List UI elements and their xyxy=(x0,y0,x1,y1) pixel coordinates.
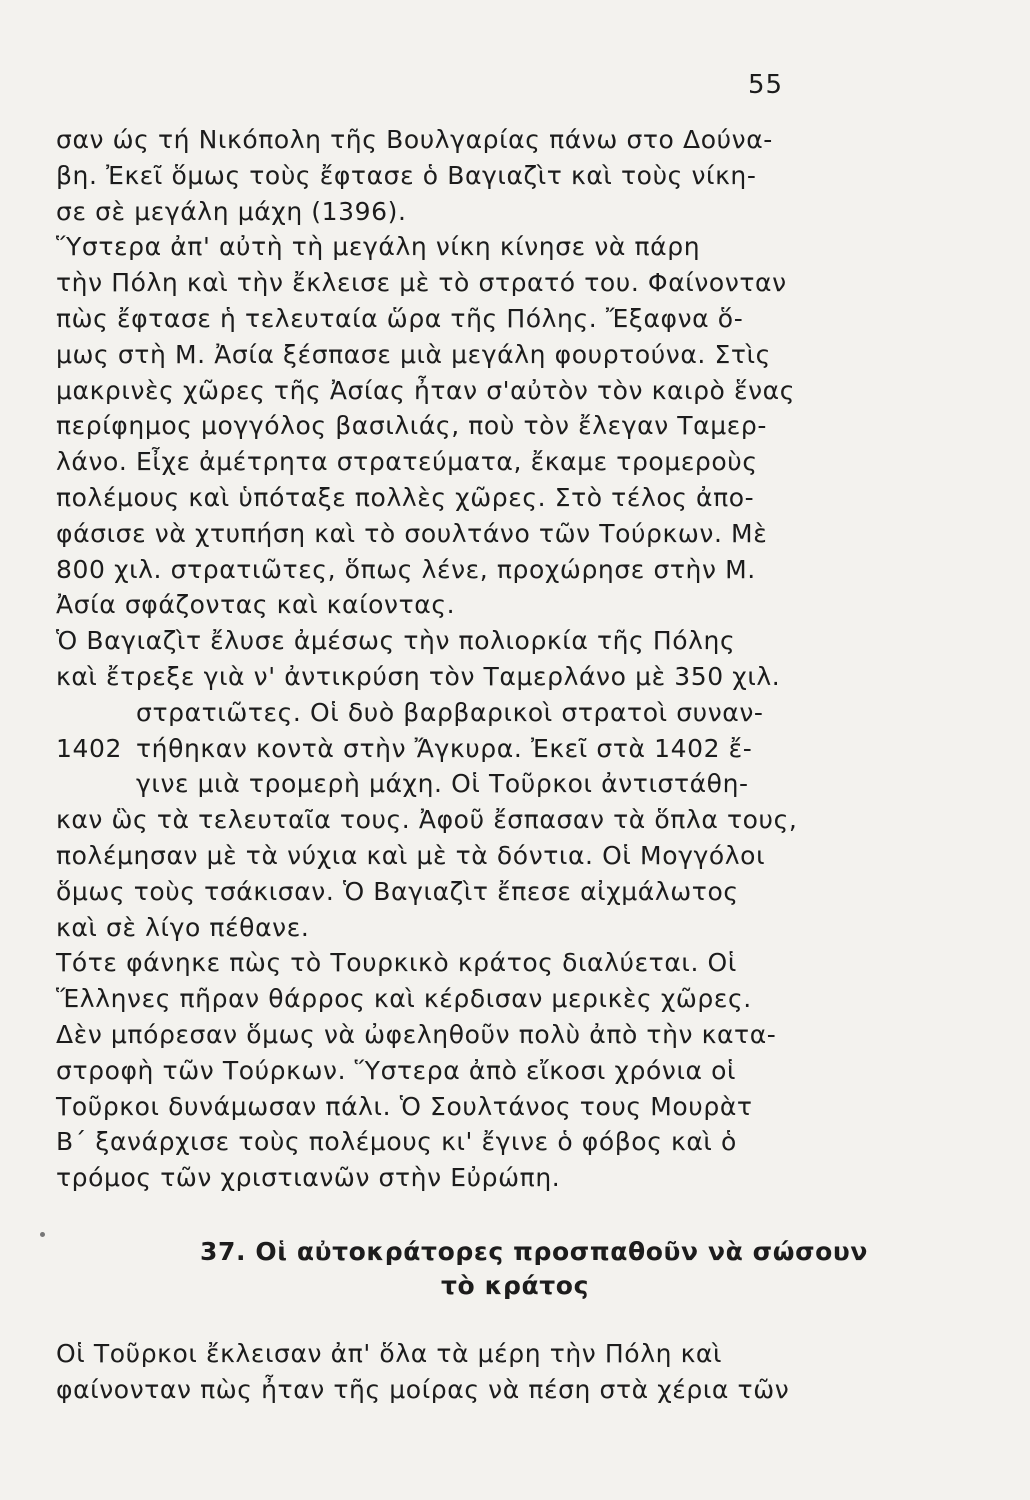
text-line: σαν ώς τή Νικόπολη τῆς Βουλγαρίας πάνω στο Δούνα- xyxy=(56,125,773,154)
text-line: Δὲν μπόρεσαν ὅμως νὰ ὠφεληθοῦν πολὺ ἀπὸ τὴν κατα- xyxy=(56,1019,777,1049)
text-line: Οἱ Τοῦρκοι ἔκλεισαν ἀπ' ὅλα τὰ μέρη τὴν Πόλη καὶ xyxy=(56,1339,723,1368)
section-heading xyxy=(0,1235,1030,1303)
text-line: καὶ ἔτρεξε γιὰ ν' ἀντικρύση τὸν Ταμερλάνο μὲ 350 χιλ. xyxy=(56,661,781,691)
text-line: μως στὴ Μ. Ἀσία ξέσπασε μιὰ μεγάλη φουρτούνα. Στὶς xyxy=(56,339,771,369)
text-line: στρατιῶτες. Οἱ δυὸ βαρβαρικοὶ στρατοὶ συναν- xyxy=(136,697,764,727)
text-line: φαίνονταν πὼς ἦταν τῆς μοίρας νὰ πέση στὰ χέρια τῶν xyxy=(56,1374,790,1404)
page-number: 55 xyxy=(748,70,784,100)
text-line: φάσισε νὰ χτυπήση καὶ τὸ σουλτάνο τῶν Τούρκων. Μὲ xyxy=(56,518,768,548)
section-title-continued: τὸ κράτος xyxy=(440,1271,589,1300)
text-line: βη. Ἐκεῖ ὅμως τοὺς ἔφτασε ὁ Βαγιαζὶτ καὶ τοὺς νίκη- xyxy=(56,160,757,190)
text-line: λάνο. Εἶχε ἀμέτρητα στρατεύματα, ἔκαμε τρομεροὺς xyxy=(56,447,758,477)
text-line: τὴν Πόλη καὶ τὴν ἔκλεισε μὲ τὸ στρατό του. Φαίνονταν xyxy=(56,268,787,298)
text-line: γινε μιὰ τρομερὴ μάχη. Οἱ Τοῦρκοι ἀντιστάθη- xyxy=(136,769,749,799)
margin-year: 1402 xyxy=(56,733,123,763)
text-line: Ἕλληνες πῆραν θάρρος καὶ κέρδισαν μερικὲς χῶρες. xyxy=(56,984,752,1014)
text-line: Τότε φάνηκε πὼς τὸ Τουρκικὸ κράτος διαλύεται. Οἱ xyxy=(56,948,737,978)
text-line: καν ὣς τὰ τελευταῖα τους. Ἀφοῦ ἔσπασαν τὰ ὅπλα τους, xyxy=(56,805,798,835)
text-line: Β΄ ξανάρχισε τοὺς πολέμους κι' ἔγινε ὁ φόβος καὶ ὁ xyxy=(56,1127,737,1157)
text-line: καὶ σὲ λίγο πέθανε. xyxy=(56,912,310,942)
text-line: τήθηκαν κοντὰ στὴν Ἄγκυρα. Ἐκεῖ στὰ 1402 ἔ- xyxy=(136,733,753,763)
text-line: σε σὲ μεγάλη μάχη (1396). xyxy=(56,196,407,226)
text-line: πὼς ἔφτασε ἡ τελευταία ὥρα τῆς Πόλης. Ἔξαφνα ὅ- xyxy=(56,303,744,333)
section-title: 37. Οἱ αὐτοκράτορες προσπαθοῦν νὰ σώσουν xyxy=(199,1237,869,1266)
body-text xyxy=(56,122,797,1196)
text-line: Τοῦρκοι δυνάμωσαν πάλι. Ὁ Σουλτάνος τους Μουρὰτ xyxy=(56,1091,753,1121)
text-line: 800 χιλ. στρατιῶτες, ὅπως λένε, προχώρησε στὴν Μ. xyxy=(56,554,756,584)
text-line: στροφὴ τῶν Τούρκων. Ὕστερα ἀπὸ εἴκοσι χρόνια οἱ xyxy=(56,1055,737,1085)
text-line: περίφημος μογγόλος βασιλιάς, ποὺ τὸν ἔλεγαν Ταμερ- xyxy=(56,411,767,441)
text-line-with-margin-year xyxy=(56,731,797,767)
text-line: Ἀσία σφάζοντας καὶ καίοντας. xyxy=(56,590,456,620)
section-text xyxy=(56,1336,789,1408)
text-line: πολέμησαν μὲ τὰ νύχια καὶ μὲ τὰ δόντια. Οἱ Μογγόλοι xyxy=(56,840,766,870)
text-line: πολέμους καὶ ὑπόταξε πολλὲς χῶρες. Στὸ τέλος ἀπο- xyxy=(56,482,755,512)
text-line: Ὁ Βαγιαζὶτ ἔλυσε ἀμέσως τὴν πολιορκία τῆς Πόλης xyxy=(56,626,736,656)
text-line: ὅμως τοὺς τσάκισαν. Ὁ Βαγιαζὶτ ἔπεσε αἰχμάλωτος xyxy=(56,876,739,906)
text-line: τρόμος τῶν χριστιανῶν στὴν Εὐρώπη. xyxy=(56,1163,561,1193)
text-line: Ὕστερα ἀπ' αὐτὴ τὴ μεγάλη νίκη κίνησε νὰ πάρη xyxy=(56,232,701,262)
text-line: μακρινὲς χῶρες τῆς Ἀσίας ἦταν σ'αὐτὸν τὸν καιρὸ ἕνας xyxy=(56,375,796,405)
